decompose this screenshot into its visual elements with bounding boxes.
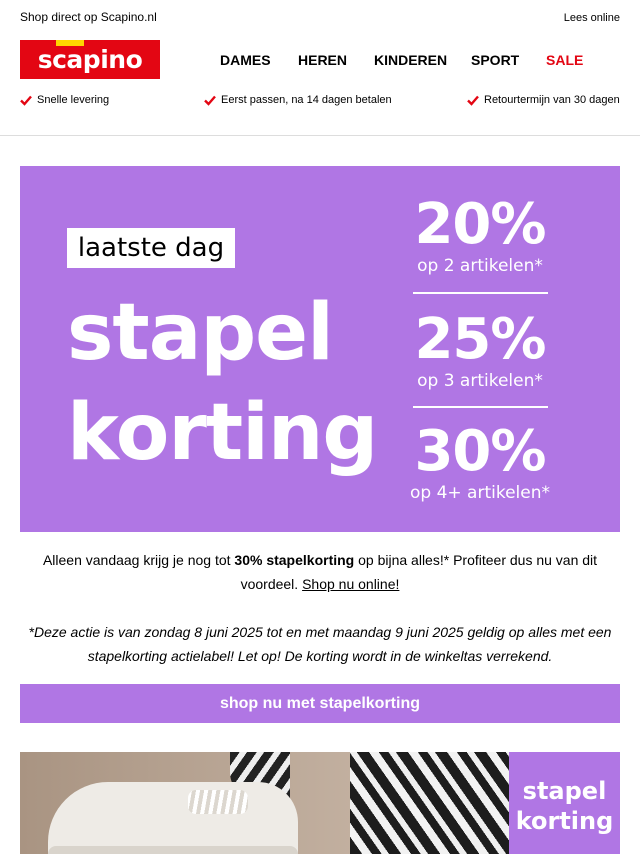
usp-text: Retourtermijn van 30 dagen (484, 94, 620, 106)
nav-item-sale[interactable]: SALE (546, 52, 584, 68)
offer-percent: 20% (414, 192, 546, 257)
body-text-highlight: 30% stapelkorting (234, 552, 355, 568)
tag-line1: stapel (522, 777, 607, 805)
usp-item (467, 94, 620, 106)
check-icon (20, 94, 32, 106)
usp-bar (20, 94, 620, 108)
promo-body-text (30, 548, 610, 596)
body-text-pre: Alleen vandaag krijg je nog tot (42, 552, 235, 568)
nav-item-heren[interactable]: HEREN (298, 52, 348, 68)
shop-now-link[interactable]: Shop nu online! (302, 576, 400, 592)
nav-item-kinderen[interactable]: KINDEREN (374, 52, 448, 68)
offer-tier (405, 421, 555, 503)
usp-text: Eerst passen, na 14 dagen betalen (221, 94, 392, 106)
nav-item-dames[interactable]: DAMES (220, 52, 271, 68)
usp-text: Snelle levering (37, 94, 110, 106)
check-icon (467, 94, 479, 106)
offer-percent: 25% (414, 307, 546, 372)
offer-percent: 30% (414, 419, 546, 484)
stapelkorting-tag (509, 752, 620, 854)
sneaker-sole (48, 846, 298, 854)
nav-item-sport[interactable]: SPORT (471, 52, 520, 68)
header-divider (0, 135, 640, 136)
sneaker-laces (188, 790, 248, 814)
offer-description: op 2 artikelen* (417, 256, 543, 276)
usp-item (20, 94, 109, 106)
body-text-post: op bijna alles!* Profiteer dus nu van dit voordeel. (240, 552, 598, 592)
promo-banner[interactable] (20, 166, 620, 532)
logo-text: scapino (37, 45, 143, 74)
white-sneaker-image (48, 782, 298, 854)
top-bar (20, 10, 620, 26)
main-nav (0, 52, 640, 70)
check-icon (204, 94, 216, 106)
read-online-link[interactable]: Lees online (563, 12, 620, 24)
offer-description: op 4+ artikelen* (409, 483, 550, 503)
offer-description: op 3 artikelen* (417, 371, 543, 391)
promo-title-line2: korting (67, 388, 378, 478)
offer-tier (405, 309, 555, 391)
product-banner-image[interactable] (20, 752, 620, 854)
shop-stapelkorting-button[interactable]: shop nu met stapelkorting (20, 684, 620, 723)
promo-disclaimer: *Deze actie is van zondag 8 juni 2025 tot en met maandag 9 juni 2025 geldig op alles met een stapelkorting actielabel! Let op! De korting wordt in de winkeltas verrekend. (28, 624, 612, 664)
last-day-badge: laatste dag (67, 228, 235, 268)
shop-direct-text: Shop direct op Scapino.nl (20, 10, 157, 24)
tag-line2: korting (515, 807, 614, 835)
patterned-trousers-right (350, 752, 510, 854)
offer-tier (405, 194, 555, 276)
offer-divider (413, 292, 548, 294)
promo-title-line1: stapel (67, 288, 333, 378)
offer-divider (413, 406, 548, 408)
usp-item (204, 94, 392, 106)
